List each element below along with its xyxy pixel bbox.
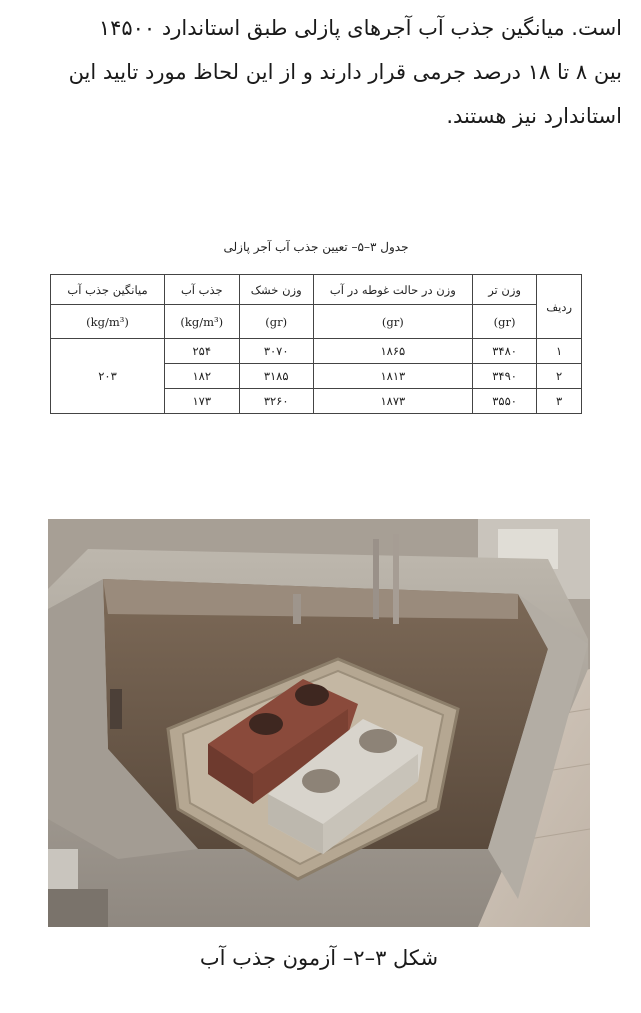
cell-row: ۲ [537,364,582,389]
cell-absorption: ۲۵۴ [165,339,240,364]
cell-wet: ۳۴۸۰ [472,339,536,364]
body-paragraph [18,6,622,138]
cell-absorption: ۱۷۳ [165,389,240,414]
unit-wet: (gr) [472,305,536,339]
table-caption: جدول ۳–۵– تعیین جذب آب آجر پازلی [223,240,409,254]
cell-average: ۲۰۳ [51,339,165,414]
cell-absorption: ۱۸۲ [165,364,240,389]
cell-row: ۱ [537,339,582,364]
unit-dry: (gr) [239,305,313,339]
cell-submerged: ۱۸۱۳ [313,364,472,389]
header-dry-weight: وزن خشک [239,275,313,305]
header-absorption: جذب آب [165,275,240,305]
header-row-number: ردیف [537,275,582,339]
header-average: میانگین جذب آب [51,275,165,305]
cell-row: ۳ [537,389,582,414]
paragraph-line: استاندارد نیز هستند. [446,104,622,128]
paragraph-line: است. میانگین جذب آب آجرهای پازلی طبق استاندارد ۱۴۵۰۰ [98,16,622,40]
cell-submerged: ۱۸۶۵ [313,339,472,364]
cell-dry: ۳۱۸۵ [239,364,313,389]
table-units-row [51,305,582,339]
header-submerged-weight: وزن در حالت غوطه در آب [313,275,472,305]
cell-dry: ۳۰۷۰ [239,339,313,364]
unit-submerged: (gr) [313,305,472,339]
cell-wet: ۳۴۹۰ [472,364,536,389]
paragraph-line: بین ۸ تا ۱۸ درصد جرمی قرار دارند و از این لحاظ مورد تایید این [68,60,622,84]
table-header-row [51,275,582,305]
header-wet-weight: وزن تر [472,275,536,305]
cell-wet: ۳۵۵۰ [472,389,536,414]
cell-dry: ۳۲۶۰ [239,389,313,414]
water-absorption-test-photo [48,519,590,927]
figure-caption: شکل ۳–۲– آزمون جذب آب [199,946,439,970]
unit-absorption: (kg/m³) [165,305,240,339]
table-row [51,339,582,364]
unit-average: (kg/m³) [51,305,165,339]
cell-submerged: ۱۸۷۳ [313,389,472,414]
water-absorption-table [50,274,582,414]
